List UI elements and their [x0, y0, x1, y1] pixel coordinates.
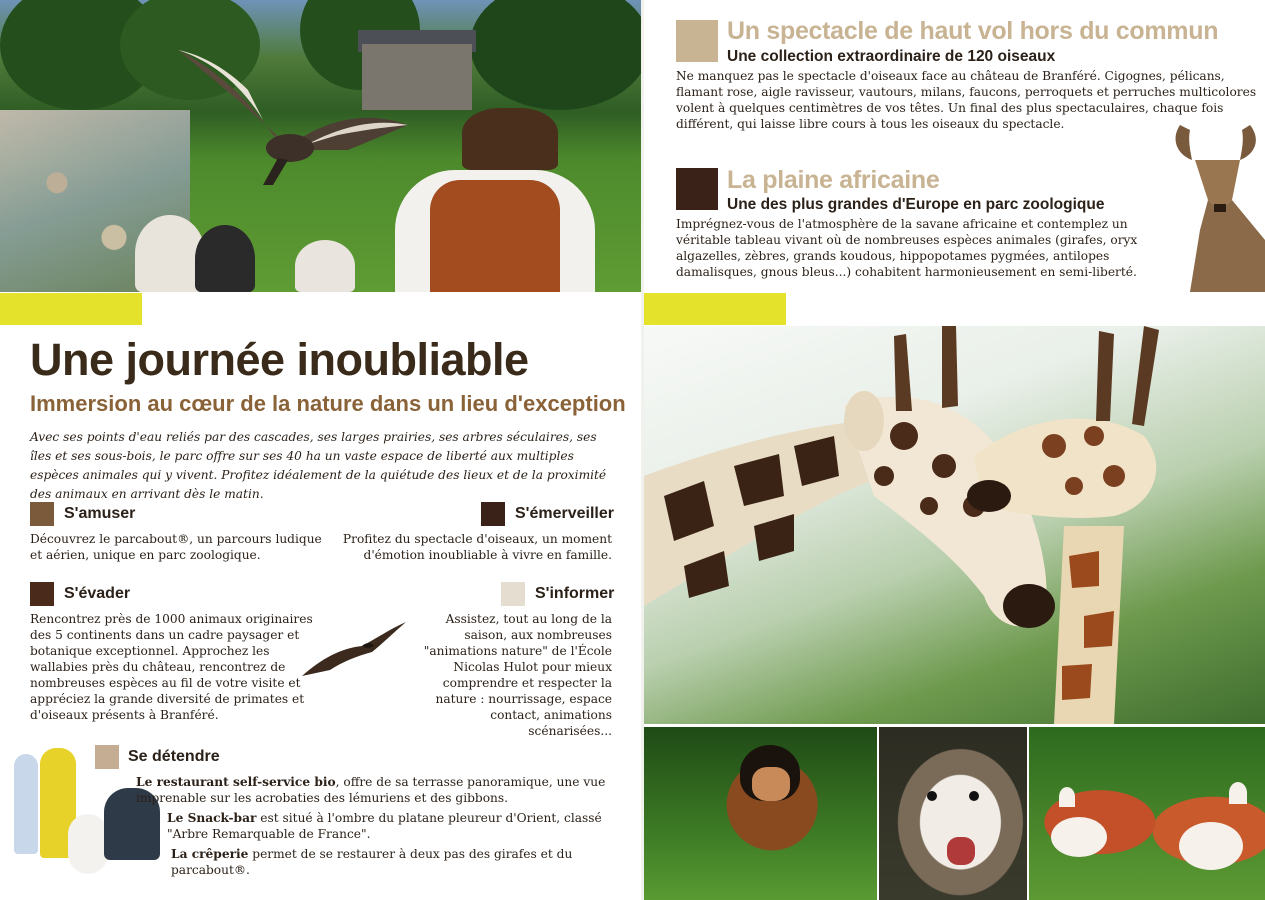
samuser-text: Découvrez le parcabout®, un parcours ludique et aérien, unique en parc zoologique. — [30, 532, 322, 562]
snackbar-item — [167, 810, 614, 842]
spectacle-subtitle: Une collection extraordinaire de 120 oiseaux — [727, 48, 1056, 65]
falconer-vest — [430, 180, 560, 292]
page-title: Une journée inoubliable — [30, 334, 529, 385]
semerveiller-square — [481, 502, 505, 526]
plaine-square — [676, 168, 718, 210]
kudu-photo — [1170, 120, 1265, 292]
spectacle-text: Ne manquez pas le spectacle d'oiseaux face au château de Branféré. Cigognes, pélicans, flamant rose, aigle ravisseur, vautours, milans, faucons, perroquets et perruches multicolores volent à quelques centimètres de vos têtes. Un final des plus spectaculaires, chaque fois différent, qui laisse libre cours à tous les oiseaux du spectacle. — [676, 69, 1257, 131]
page-subtitle: Immersion au cœur de la nature dans un lieu d'exception — [30, 391, 626, 416]
yellow-tab-left — [0, 293, 142, 325]
plaine-subtitle: Une des plus grandes d'Europe en parc zoologique — [727, 196, 1105, 213]
semerveiller-title: S'émerveiller — [515, 505, 614, 522]
semerveiller-text: Profitez du spectacle d'oiseaux, un moment d'émotion inoubliable à vivre en famille. — [342, 532, 612, 562]
sevader-square — [30, 582, 54, 606]
plaine-text: Imprégnez-vous de l'atmosphère de la savane africaine et contemplez un véritable tableau vivant où de nombreuses espèces animales (girafes, oryx algazelles, zèbres, grands koudous, hippopotames pygmées, antilopes damalisques, gnous bleus...) cohabitent harmonieusement en semi-liberté. — [676, 217, 1138, 279]
sinformer-square — [501, 582, 525, 606]
falconer-hat — [462, 108, 558, 170]
flying-bird-icon — [302, 618, 406, 678]
restaurant-item — [136, 774, 614, 806]
otter-photo — [879, 727, 1027, 900]
kudu-icon — [1170, 120, 1265, 292]
sevader-title: S'évader — [64, 585, 131, 602]
yellow-tab-right — [644, 293, 786, 325]
giraffes-icon — [644, 326, 1265, 724]
sinformer-title: S'informer — [535, 585, 615, 602]
sinformer-text: Assistez, tout au long de la saison, aux nombreuses "animations nature" de l'École Nicolas Hulot pour mieux comprendre et respecter la nature : nourrissage, espace contact, animations scénarisées... — [423, 612, 612, 738]
samuser-title: S'amuser — [64, 505, 136, 522]
restaurant-label: Le restaurant self-service bio — [136, 775, 336, 789]
snackbar-label: Le Snack-bar — [167, 811, 257, 825]
restaurant-text: , offre de sa terrasse panoramique, une vue imprenable sur les acrobaties des lémuriens et des gibbons. — [136, 775, 606, 805]
sevader-text: Rencontrez près de 1000 animaux originaires des 5 continents dans un cadre paysager et botanique exceptionnel. Approchez les wallabies près du château, rencontrez de nombreuses espèces au fil de votre visite et appréciez la grande diversité de primates et d'oiseaux présents à Branféré. — [30, 612, 313, 722]
spectacle-title: Un spectacle de haut vol hors du commun — [727, 17, 1219, 45]
giraffes-photo — [644, 326, 1265, 724]
creperie-text: permet de se restaurer à deux pas des girafes et du parcabout®. — [171, 847, 573, 877]
snackbar-text: est situé à l'ombre du platane pleureur d'Orient, classé "Arbre Remarquable de France". — [167, 811, 602, 841]
bird-show-photo — [0, 0, 643, 292]
sedetendre-square — [95, 745, 119, 769]
monkey-photo — [644, 727, 877, 900]
creperie-label: La crêperie — [171, 847, 249, 861]
sedetendre-title: Se détendre — [128, 748, 220, 765]
red-pandas-photo — [1029, 727, 1265, 900]
intro-paragraph: Avec ses points d'eau reliés par des cascades, ses larges prairies, ses arbres séculaires, ses îles et ses sous-bois, le parc offre sur ses 40 ha un vaste espace de liberté aux multiples espèces animales qui y vivent. Profitez idéalement de la quiétude des lieux et de la proximité des animaux en arrivant dès le matin. — [30, 430, 607, 501]
creperie-item — [171, 846, 621, 878]
spectacle-square — [676, 20, 718, 62]
vulture-icon — [178, 40, 408, 185]
samuser-square — [30, 502, 54, 526]
plaine-title: La plaine africaine — [727, 166, 940, 194]
